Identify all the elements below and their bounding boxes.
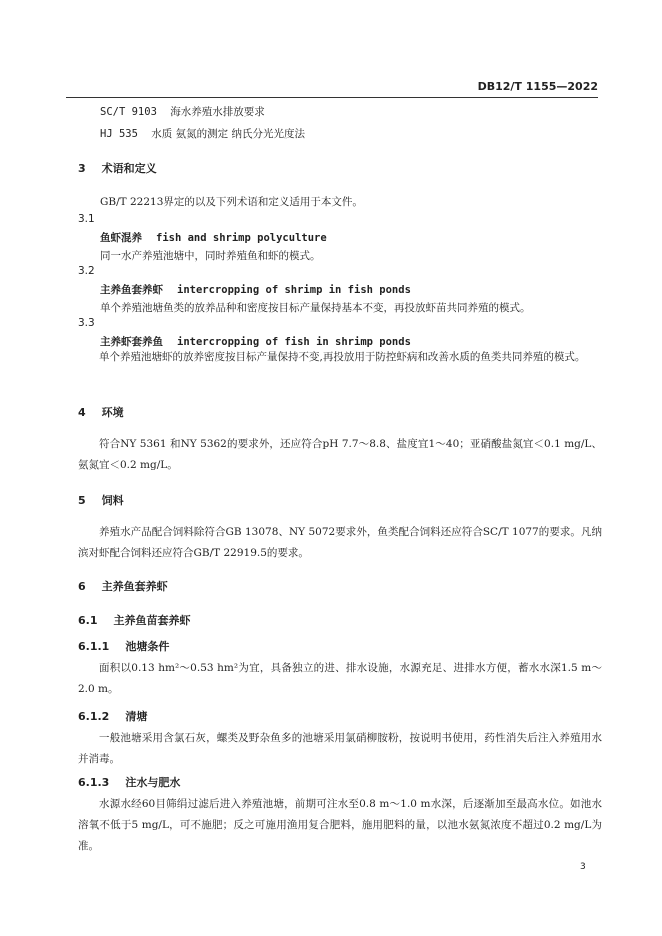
term-definition: 单个养殖池塘鱼类的放养品种和密度按目标产量保持基本不变，再投放虾苗共同养殖的模式。 xyxy=(100,302,531,314)
page-number: 3 xyxy=(580,862,586,872)
reference-title: 水质 氨氮的测定 纳氏分光光度法 xyxy=(151,128,305,140)
term-number: 3.3 xyxy=(78,317,95,329)
term-number: 3.2 xyxy=(78,265,95,277)
term-definition: 同一水产养殖池塘中，同时养殖鱼和虾的模式。 xyxy=(100,250,321,262)
section-heading: 5 饲料 xyxy=(78,494,124,507)
term-title: 鱼虾混养 fish and shrimp polyculture xyxy=(100,232,327,244)
header-rule xyxy=(66,97,598,98)
subsection-heading: 6.1.1 池塘条件 xyxy=(78,640,170,653)
term-definition: 单个养殖池塘虾的放养密度按目标产量保持不变,再投放用于防控虾病和改善水质的鱼类共同养殖的模式。 xyxy=(99,351,586,363)
subsection-heading: 6.1.2 清塘 xyxy=(78,710,148,723)
subsection-heading: 6.1.3 注水与肥水 xyxy=(78,776,181,789)
term-title: 主养虾套养鱼 intercropping of fish in shrimp ponds xyxy=(100,336,411,348)
reference-item xyxy=(100,126,305,141)
reference-title: 海水养殖水排放要求 xyxy=(170,106,265,118)
reference-code: SC/T 9103 xyxy=(100,106,157,118)
section-body: 一般池塘采用含氯石灰，螺类及野杂鱼多的池塘采用氯硝柳胺粉，按说明书使用，药性消失后注入养殖用水并消毒。 xyxy=(78,732,602,765)
term-number: 3.1 xyxy=(78,213,95,225)
reference-item xyxy=(100,104,265,119)
section-heading: 3 术语和定义 xyxy=(78,162,157,175)
section-body: 面积以0.13 hm²～0.53 hm²为宜，具备独立的进、排水设施，水源充足、进排水方便，蓄水水深1.5 m～2.0 m。 xyxy=(78,662,602,695)
section-heading: 4 环境 xyxy=(78,406,124,419)
subsection-heading: 6.1 主养鱼苗套养虾 xyxy=(78,614,191,627)
section-intro: GB/T 22213界定的以及下列术语和定义适用于本文件。 xyxy=(100,196,363,208)
section-body: 水源水经60目筛绢过滤后进入养殖池塘，前期可注水至0.8 m～1.0 m水深，后逐渐加至最高水位。如池水溶氧不低于5 mg/L，可不施肥；反之可施用渔用复合肥料，施用肥料的量，以池水氨氮浓度不超过0.2 mg/L为准。 xyxy=(78,798,602,852)
section-body: 符合NY 5361 和NY 5362的要求外，还应符合pH 7.7～8.8、盐度宜1～40；亚硝酸盐氮宜＜0.1 mg/L、氨氮宜＜0.2 mg/L。 xyxy=(78,438,602,471)
section-body: 养殖水产品配合饲料除符合GB 13078、NY 5072要求外，鱼类配合饲料还应符合SC/T 1077的要求。凡纳滨对虾配合饲料还应符合GB/T 22919.5的要求。 xyxy=(78,526,602,559)
reference-code: HJ 535 xyxy=(100,128,138,140)
document-code: DB12/T 1155—2022 xyxy=(477,80,598,93)
section-heading: 6 主养鱼套养虾 xyxy=(78,580,168,593)
term-title: 主养鱼套养虾 intercropping of shrimp in fish ponds xyxy=(100,284,411,296)
